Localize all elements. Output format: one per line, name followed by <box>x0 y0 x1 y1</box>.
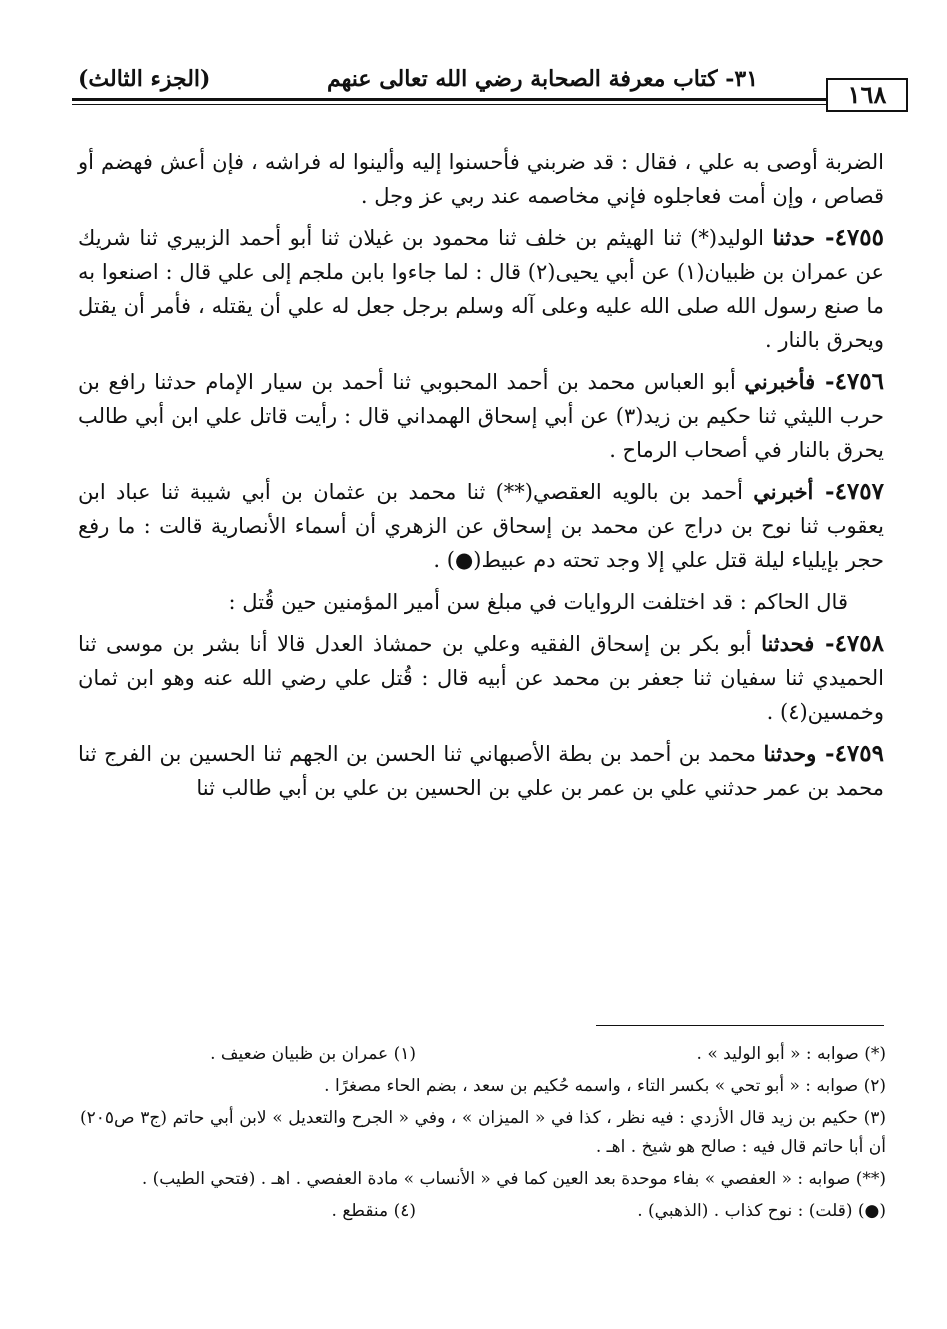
footnote: (●) (قلت) : نوح كذاب . (الذهبي) . <box>637 1201 886 1221</box>
footnote-row <box>80 1197 886 1226</box>
paragraph-text: قال الحاكم : قد اختلفت الروايات في مبلغ سن أمير المؤمنين حين قُتل : <box>228 590 848 614</box>
footnote-divider <box>596 1025 884 1026</box>
footnote: (**) صوابه : « العفصي » بفاء موحدة بعد العين كما في « الأنساب » مادة العفصي . اهـ . (فتحي الطيب) . <box>141 1169 886 1189</box>
hadith-keyword: فأخبرني <box>744 369 816 394</box>
header-rule-thick <box>72 98 826 101</box>
hadith-number: ٤٧٥٥ <box>834 224 884 251</box>
hadith-number: ٤٧٥٦ <box>834 368 884 395</box>
dash: - <box>816 740 835 767</box>
chapter-title: ٣١- كتاب معرفة الصحابة رضي الله تعالى عنهم <box>327 66 759 92</box>
footnote-row <box>80 1040 886 1069</box>
main-text <box>78 145 884 813</box>
hadith-number: ٤٧٥٩ <box>834 740 884 767</box>
hadith-text: أبو بكر بن إسحاق الفقيه وعلي بن حمشاذ العدل قالا أنا بشر بن موسى ثنا الحميدي ثنا سفيان ثنا جعفر بن محمد عن أبيه قال : قُتل علي رضي الله عنه وهو ابن ثمان وخمسين(٤) . <box>78 632 884 724</box>
hadith-4759 <box>78 737 884 805</box>
dash: - <box>815 224 835 251</box>
hadith-keyword: حدثنا <box>772 225 816 250</box>
hadith-text: أبو العباس محمد بن أحمد المحبوبي ثنا أحمد بن سيار الإمام حدثنا رافع بن حرب الليثي ثنا حكيم بن زيد(٣) عن أبي إسحاق الهمداني قال : رأيت قاتل علي ابن أبي طالب يحرق بالنار في أصحاب الرماح . <box>78 370 884 462</box>
paragraph <box>78 145 884 213</box>
footnote: (٤) منقطع . <box>331 1201 416 1221</box>
hadith-4758 <box>78 627 884 729</box>
hadith-number: ٤٧٥٧ <box>834 478 884 505</box>
footnote: (٢) صوابه : « أبو تحي » بكسر التاء ، واسمه حُكيم بن سعد ، بضم الحاء مصغرًا . <box>324 1076 886 1096</box>
hadith-text: محمد بن أحمد بن بطة الأصبهاني ثنا الحسن بن الجهم ثنا الحسين بن الفرج ثنا محمد بن عمر حدثني علي بن عمر بن علي بن الحسين بن علي بن أبي طالب ثنا <box>78 742 884 800</box>
dash: - <box>814 630 835 657</box>
hadith-keyword: فحدثنا <box>761 631 815 656</box>
hadith-keyword: وحدثنا <box>763 741 817 766</box>
hakim-note <box>78 585 884 619</box>
header-rule-thin <box>72 104 826 105</box>
footnote: (*) صوابه : « أبو الوليد » . <box>696 1044 886 1064</box>
volume-label: (الجزء الثالث) <box>78 66 211 92</box>
hadith-text: الوليد(*) ثنا الهيثم بن خلف ثنا محمود بن غيلان ثنا أبو أحمد الزبيري ثنا شريك عن عمران بن ظبيان(١) عن أبي يحيى(٢) قال : لما جاءوا بابن ملجم إلى علي قال : اصنعوا به ما صنع رسول الله صلى الله عليه وعلى آله وسلم برجل جعل له علي أن يقتله ، فأمر أن يقتل ويحرق بالنار . <box>78 226 885 352</box>
footnote: (١) عمران بن ظبيان ضعيف . <box>210 1044 416 1064</box>
hadith-text: أحمد بن بالويه العقصي(**) ثنا محمد بن عثمان بن أبي شيبة ثنا عباد ابن يعقوب ثنا نوح بن دراج عن محمد بن إسحاق عن الزهري أن أسماء الأنصارية قالت : ما رفع حجر بإيلياء ليلة قتل علي إلا وجد تحته دم عبيط(●) . <box>78 480 884 572</box>
hadith-number: ٤٧٥٨ <box>834 630 884 657</box>
hadith-keyword: أخبرني <box>753 479 814 504</box>
paragraph-text: الضربة أوصى به علي ، فقال : قد ضربني فأحسنوا إليه وألينوا له فراشه ، فإن أعش فهضم أو قصاص ، وإن أمت فعاجلوه فإني مخاصمه عند ربي عز وجل . <box>78 150 884 208</box>
page-number: ١٦٨ <box>826 78 908 112</box>
dash: - <box>813 478 835 505</box>
hadith-4757 <box>78 475 884 577</box>
footnotes <box>80 1040 886 1229</box>
dash: - <box>815 368 835 395</box>
hadith-4756 <box>78 365 884 467</box>
hadith-4755 <box>78 221 884 357</box>
page-header <box>72 62 908 116</box>
footnote: (٣) حكيم بن زيد قال الأزدي : فيه نظر ، كذا في « الميزان » ، وفي « الجرح والتعديل » لابن أبي حاتم (ج٣ ص٢٠٥) أن أبا حاتم قال فيه : صالح هو شيخ . اهـ . <box>80 1108 886 1157</box>
